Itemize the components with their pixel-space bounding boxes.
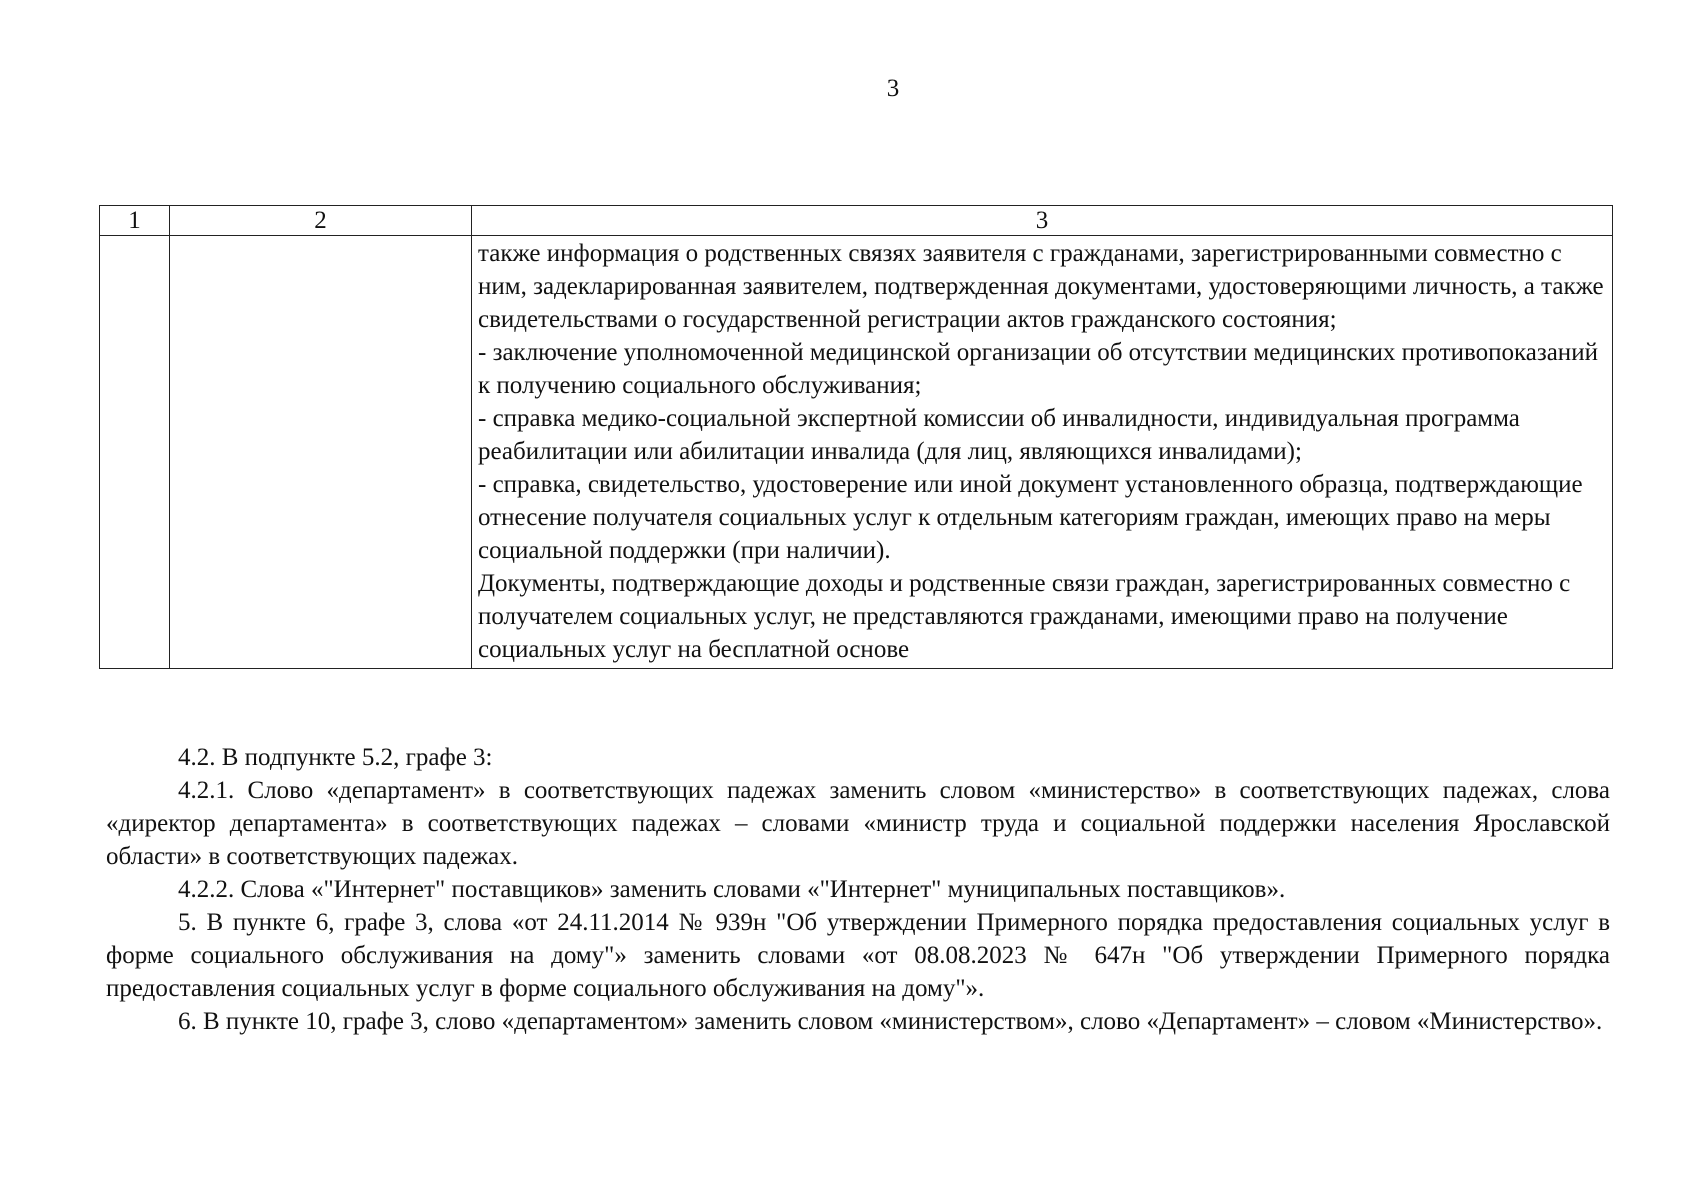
cell-paragraph: Документы, подтверждающие доходы и родственные связи граждан, зарегистрированных совместно с получателем социальных услуг, не представляются гражданами, имеющими право на получение социальных услуг на бесплатной основе xyxy=(478,570,1571,663)
cell-paragraph: - справка, свидетельство, удостоверение или иной документ установленного образца, подтверждающие отнесение получателя социальных услуг к отдельным категориям граждан, имеющих право на меры социальной поддержки (при наличии). xyxy=(478,471,1583,564)
amendment-table xyxy=(99,205,1613,669)
paragraph-5: 5. В пункте 6, графе 3, слова «от 24.11.2014 № 939н "Об утверждении Примерного порядка предоставления социальных услуг в форме социального обслуживания на дому"» заменить словами «от 08.08.2023 № 647н "Об утверждении Примерного порядка предоставления социальных услуг в форме социального обслуживания на дому"». xyxy=(106,909,1610,1002)
document-body xyxy=(106,741,1610,1038)
paragraph-4-2-1: 4.2.1. Слово «департамент» в соответствующих падежах заменить словом «министерство» в соответствующих падежах, слова «директор департамента» в соответствующих падежах – словами «министр труда и социальной поддержки населения Ярославской области» в соответствующих падежах. xyxy=(106,777,1610,870)
table-cell-col-1 xyxy=(100,236,170,669)
page-number: 3 xyxy=(886,75,900,102)
table-cell-col-2 xyxy=(170,236,472,669)
table-header-col-3: 3 xyxy=(472,206,1613,236)
table-header-row xyxy=(100,206,1613,236)
table-header-col-2: 2 xyxy=(170,206,472,236)
paragraph-6: 6. В пункте 10, графе 3, слово «департаментом» заменить словом «министерством», слово «Департамент» – словом «Министерство». xyxy=(178,1008,1603,1035)
table-row xyxy=(100,236,1613,669)
paragraph-4-2-2: 4.2.2. Слова «"Интернет" поставщиков» заменить словами «"Интернет" муниципальных поставщиков». xyxy=(178,876,1286,903)
table-header-col-1: 1 xyxy=(100,206,170,236)
table-cell-col-3 xyxy=(472,236,1613,669)
cell-paragraph: также информация о родственных связях заявителя с гражданами, зарегистрированными совместно с ним, задекларированная заявителем, подтвержденная документами, удостоверяющими личность, а также свидетельствами о государственной регистрации актов гражданского состояния; xyxy=(478,240,1604,333)
cell-paragraph: - заключение уполномоченной медицинской организации об отсутствии медицинских противопоказаний к получению социального обслуживания; xyxy=(478,339,1598,399)
cell-paragraph: - справка медико-социальной экспертной комиссии об инвалидности, индивидуальная программа реабилитации или абилитации инвалида (для лиц, являющихся инвалидами); xyxy=(478,405,1520,465)
paragraph-4-2: 4.2. В подпункте 5.2, графе 3: xyxy=(178,744,493,771)
